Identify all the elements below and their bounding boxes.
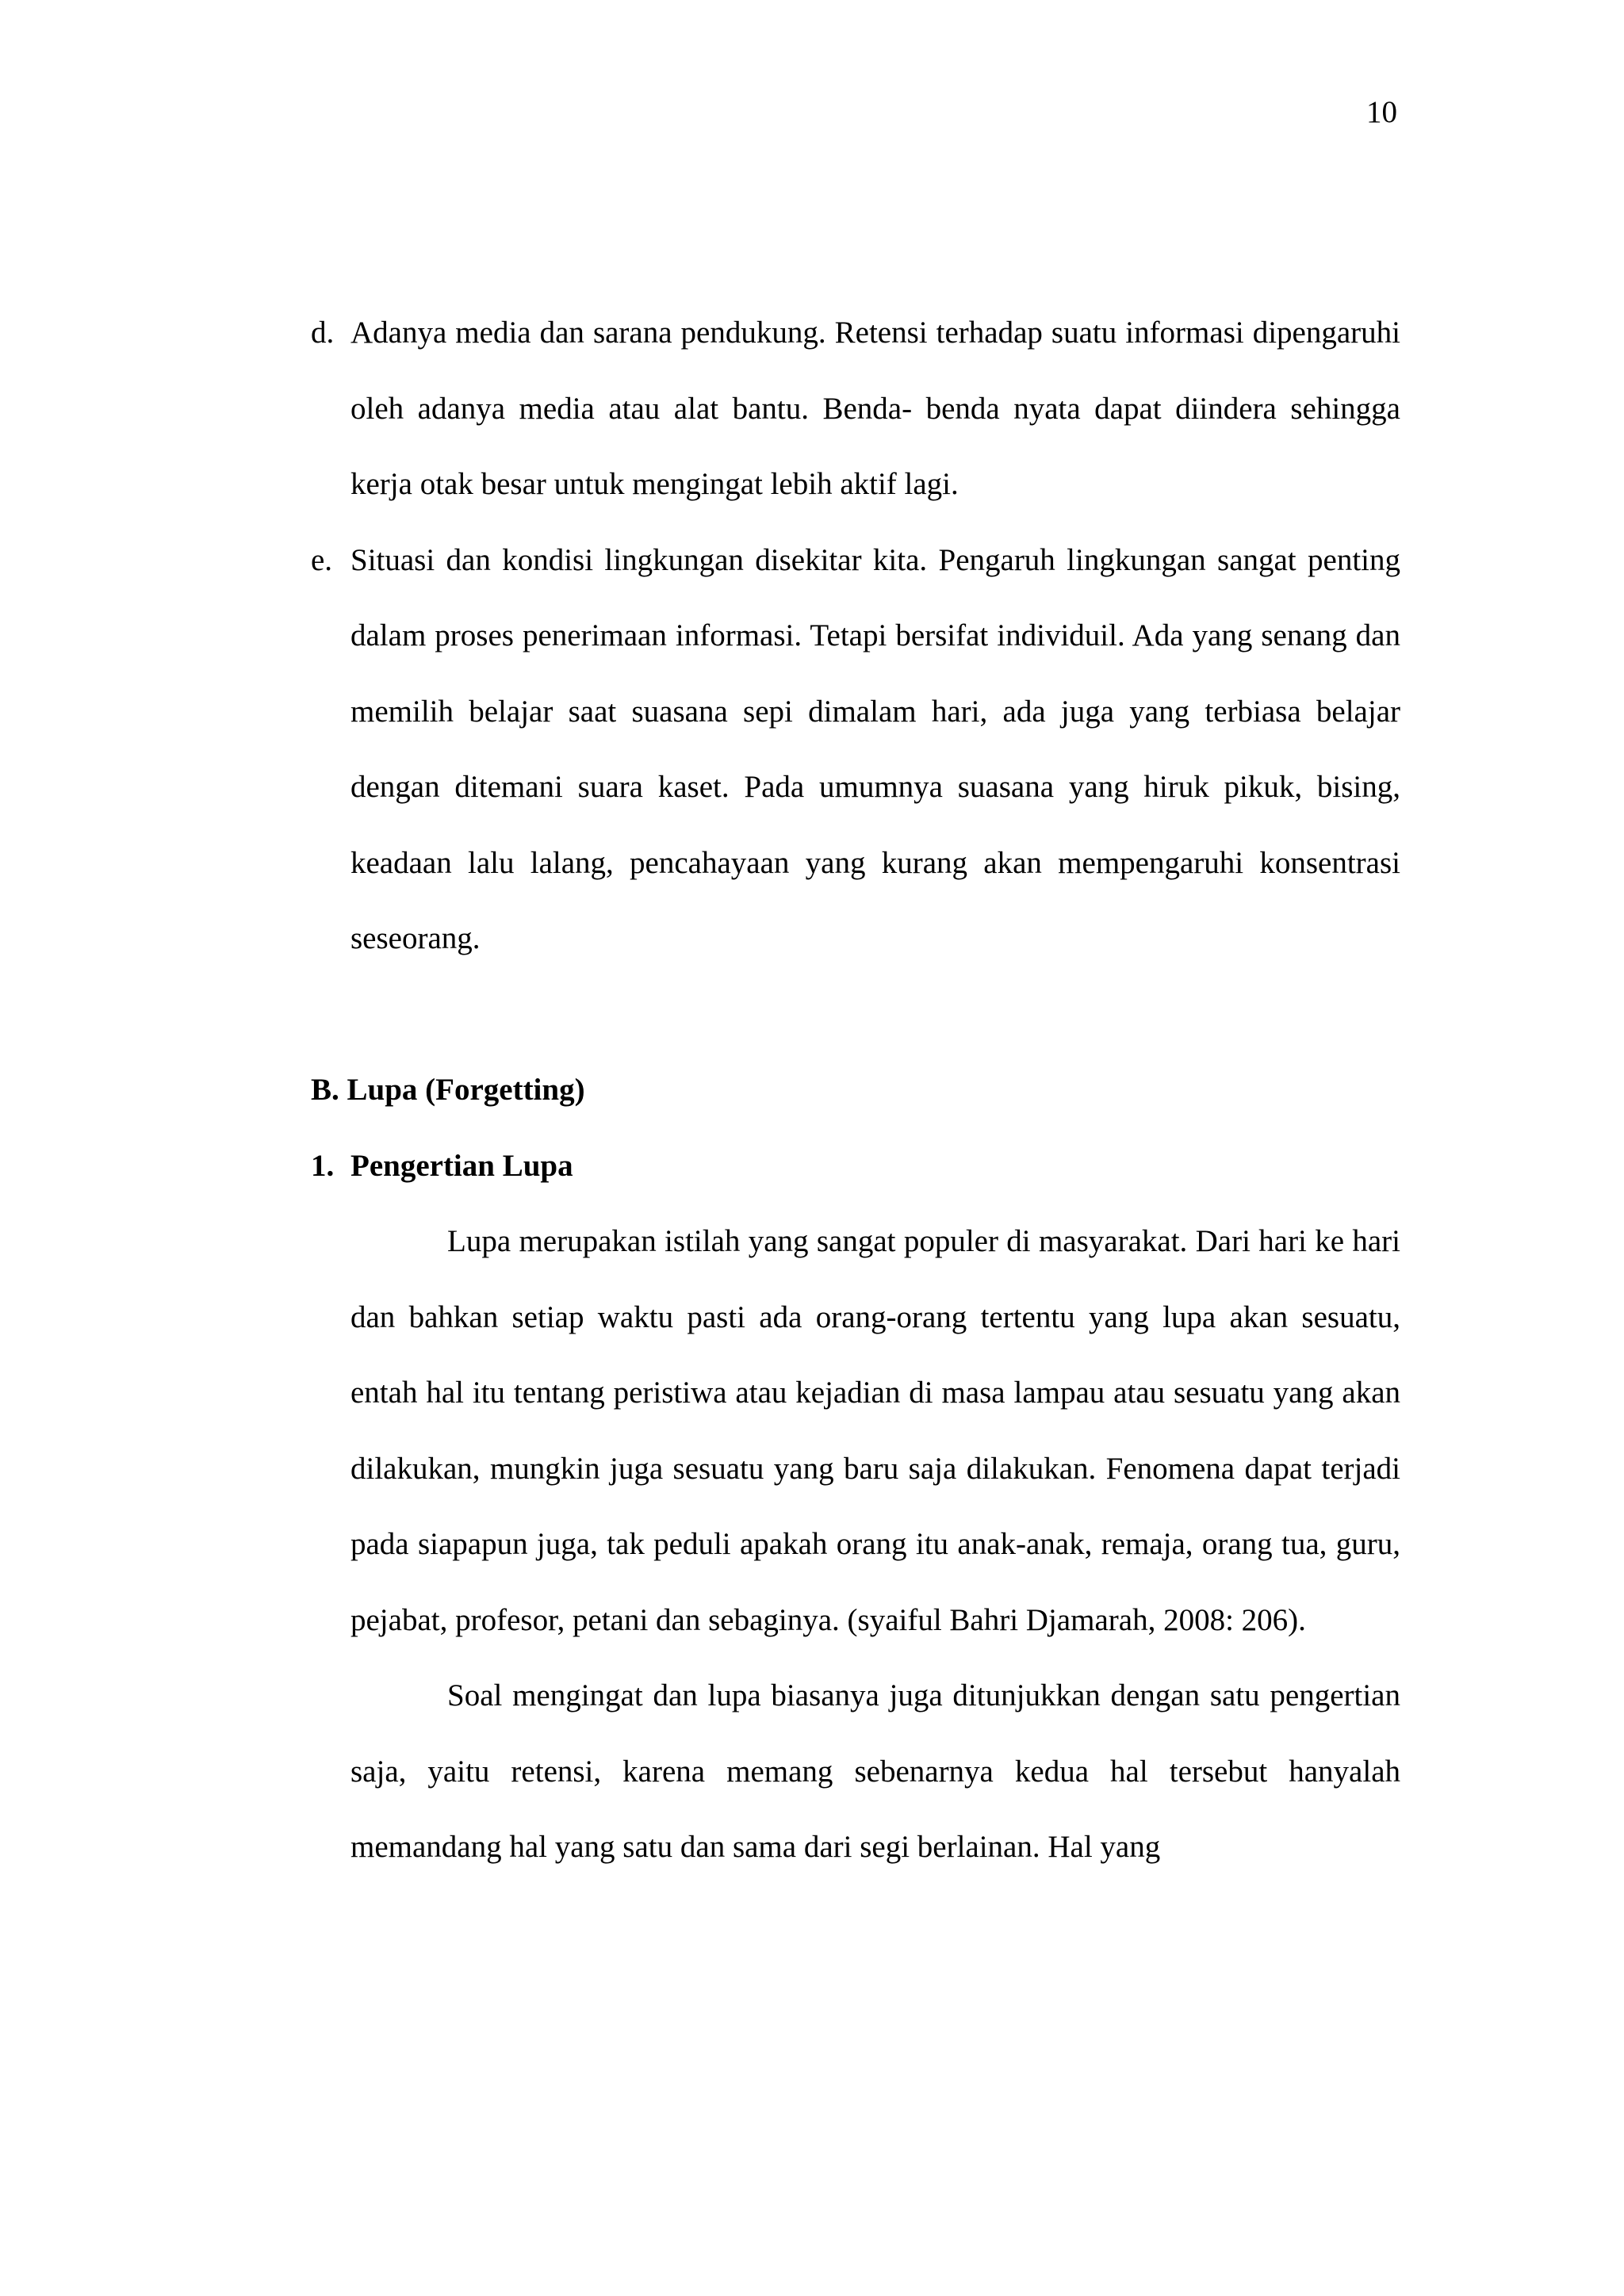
- section-heading: B. Lupa (Forgetting): [311, 1073, 585, 1107]
- subsection-title: Pengertian Lupa: [350, 1148, 573, 1183]
- list-marker: d.: [311, 316, 335, 350]
- list-item-d: [311, 295, 1400, 522]
- list-item-text: Situasi dan kondisi lingkungan disekitar kita. Pengaruh lingkungan sangat penting dalam proses penerimaan informasi. Tetapi bersifat individuil. Ada yang senang dan memilih belajar saat suasana sepi dimalam hari, ada juga yang terbiasa belajar dengan ditemani suara kaset. Pada umumnya suasana yang hiruk pikuk, bising, keadaan lalu lalang, pencahayaan yang kurang akan mempengaruhi konsentrasi seseorang.: [350, 542, 1400, 955]
- list-marker: e.: [311, 542, 333, 577]
- body-paragraph: Lupa merupakan istilah yang sangat populer di masyarakat. Dari hari ke hari dan bahkan setiap waktu pasti ada orang-orang tertentu yang lupa akan sesuatu, entah hal itu tentang peristiwa atau kejadian di masa lampau atau sesuatu yang akan dilakukan, mungkin juga sesuatu yang baru saja dilakukan. Fenomena dapat terjadi pada siapapun juga, tak peduli apakah orang itu anak-anak, remaja, orang tua, guru, pejabat, profesor, petani dan sebaginya. (syaiful Bahri Djamarah, 2008: 206).: [350, 1224, 1400, 1637]
- list-item-e: [311, 522, 1400, 977]
- document-body: [311, 295, 1400, 1885]
- body-paragraph: Soal mengingat dan lupa biasanya juga ditunjukkan dengan satu pengertian saja, yaitu retensi, karena memang sebenarnya kedua hal tersebut hanyalah memandang hal yang satu dan sama dari segi berlainan. Hal yang: [350, 1678, 1400, 1864]
- list-item-text: Adanya media dan sarana pendukung. Retensi terhadap suatu informasi dipengaruhi oleh adanya media atau alat bantu. Benda- benda nyata dapat diindera sehingga kerja otak besar untuk mengingat lebih aktif lagi.: [350, 316, 1400, 501]
- subsection-heading: [311, 1128, 1400, 1204]
- page-number: 10: [1366, 95, 1397, 129]
- subsection-number: 1.: [311, 1148, 335, 1183]
